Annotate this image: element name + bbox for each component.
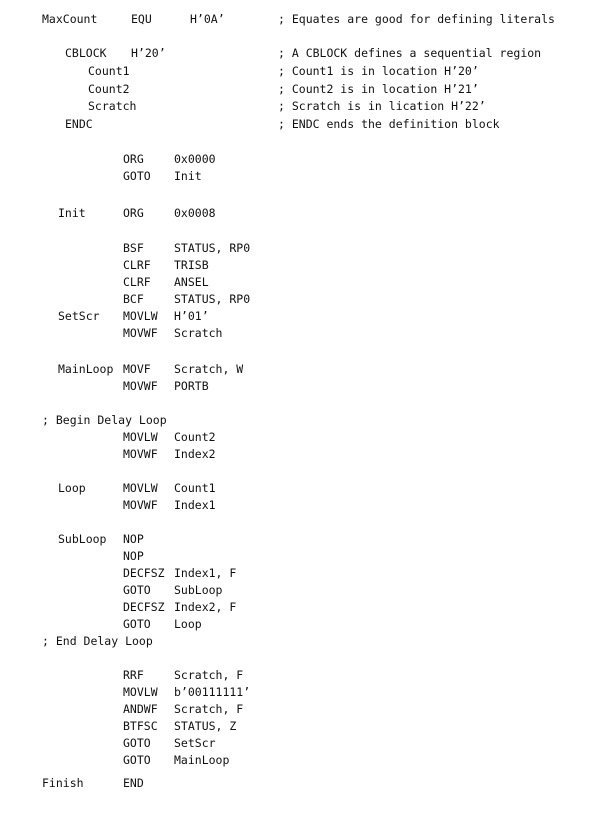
line-op: GOTO: [123, 736, 151, 750]
line-comment: ; ENDC ends the definition block: [278, 117, 500, 131]
line-arg: Loop: [174, 617, 202, 631]
line-comment: ; Count2 is in location H’21’: [278, 82, 479, 96]
code-line: [0, 718, 614, 734]
line-arg: MainLoop: [174, 753, 230, 767]
line-arg: STATUS, RP0: [174, 241, 251, 255]
code-line: [0, 81, 614, 97]
line-label: Finish: [42, 776, 84, 790]
code-line: [0, 240, 614, 256]
code-comment-line: [0, 412, 614, 428]
line-arg: PORTB: [174, 379, 209, 393]
line-arg: SetScr: [174, 736, 216, 750]
line-comment: ; Count1 is in location H’20’: [278, 64, 479, 78]
code-line: [0, 531, 614, 547]
code-line: [0, 98, 614, 114]
line-arg: H’01’: [174, 309, 209, 323]
line-op: NOP: [123, 532, 144, 546]
line-op: H’20’: [131, 46, 166, 60]
line-comment: ; Equates are good for defining literals: [278, 12, 555, 26]
code-line: [0, 752, 614, 768]
line-op: END: [123, 776, 144, 790]
line-op: BSF: [123, 241, 144, 255]
line-op: GOTO: [123, 169, 151, 183]
line-arg: 0x0000: [174, 152, 216, 166]
line-op: ORG: [123, 206, 144, 220]
code-line: [0, 116, 614, 132]
line-arg: TRISB: [174, 258, 209, 272]
line-arg: b’00111111’: [174, 685, 251, 699]
line-label: CBLOCK: [65, 46, 107, 60]
line-label: MaxCount: [42, 12, 98, 26]
line-op: BCF: [123, 292, 144, 306]
line-arg: SubLoop: [174, 583, 223, 597]
line-label: Loop: [58, 481, 86, 495]
code-comment-line: [0, 633, 614, 649]
line-op: CLRF: [123, 258, 151, 272]
line-arg: Scratch, W: [174, 362, 244, 376]
code-line: [0, 429, 614, 445]
code-line: [0, 291, 614, 307]
line-op: CLRF: [123, 275, 151, 289]
line-label: SubLoop: [58, 532, 107, 546]
code-line: [0, 616, 614, 632]
line-op: NOP: [123, 549, 144, 563]
code-line: [0, 257, 614, 273]
line-arg: H’0A’: [190, 12, 225, 26]
code-line: [0, 168, 614, 184]
line-arg: Index2, F: [174, 600, 237, 614]
line-op: MOVLW: [123, 430, 158, 444]
code-line: [0, 582, 614, 598]
line-label: Init: [58, 206, 86, 220]
line-label: Count1: [88, 64, 130, 78]
code-line: [0, 667, 614, 683]
line-op: DECFSZ: [123, 566, 165, 580]
line-arg: Index1, F: [174, 566, 237, 580]
code-line: [0, 308, 614, 324]
line-op: BTFSC: [123, 719, 158, 733]
line-arg: Scratch, F: [174, 702, 244, 716]
code-line: [0, 775, 614, 791]
code-line: [0, 45, 614, 61]
code-line: [0, 361, 614, 377]
line-arg: Scratch, F: [174, 668, 244, 682]
line-op: ORG: [123, 152, 144, 166]
line-arg: Init: [174, 169, 202, 183]
code-line: [0, 11, 614, 27]
line-op: MOVWF: [123, 326, 158, 340]
code-line: [0, 205, 614, 221]
line-op: MOVLW: [123, 685, 158, 699]
line-label: Count2: [88, 82, 130, 96]
line-arg: Count2: [174, 430, 216, 444]
line-label: SetScr: [58, 309, 100, 323]
line-arg: Index2: [174, 447, 216, 461]
line-arg: Count1: [174, 481, 216, 495]
line-op: MOVLW: [123, 309, 158, 323]
code-line: [0, 446, 614, 462]
line-op: MOVWF: [123, 447, 158, 461]
line-comment: ; A CBLOCK defines a sequential region: [278, 46, 542, 60]
line-op: MOVWF: [123, 379, 158, 393]
code-line: [0, 151, 614, 167]
line-op: MOVLW: [123, 481, 158, 495]
code-line: [0, 274, 614, 290]
code-line: [0, 684, 614, 700]
line-op: GOTO: [123, 583, 151, 597]
line-op: EQU: [131, 12, 152, 26]
line-op: GOTO: [123, 753, 151, 767]
line-arg: STATUS, Z: [174, 719, 237, 733]
line-arg: Index1: [174, 498, 216, 512]
line-op: MOVWF: [123, 498, 158, 512]
line-arg: 0x0008: [174, 206, 216, 220]
code-line: [0, 63, 614, 79]
line-label: Scratch: [88, 99, 137, 113]
line-label: MainLoop: [58, 362, 114, 376]
line-op: RRF: [123, 668, 144, 682]
line-comment: ; Begin Delay Loop: [42, 413, 167, 427]
line-arg: Scratch: [174, 326, 223, 340]
line-arg: ANSEL: [174, 275, 209, 289]
line-op: DECFSZ: [123, 600, 165, 614]
code-line: [0, 480, 614, 496]
line-op: GOTO: [123, 617, 151, 631]
line-comment: ; Scratch is in lication H’22’: [278, 99, 486, 113]
code-line: [0, 701, 614, 717]
code-line: [0, 735, 614, 751]
code-line: [0, 548, 614, 564]
line-op: MOVF: [123, 362, 151, 376]
line-label: ENDC: [65, 117, 93, 131]
code-line: [0, 325, 614, 341]
code-line: [0, 378, 614, 394]
code-line: [0, 599, 614, 615]
line-comment: ; End Delay Loop: [42, 634, 153, 648]
code-line: [0, 565, 614, 581]
code-line: [0, 497, 614, 513]
line-op: ANDWF: [123, 702, 158, 716]
line-arg: STATUS, RP0: [174, 292, 251, 306]
